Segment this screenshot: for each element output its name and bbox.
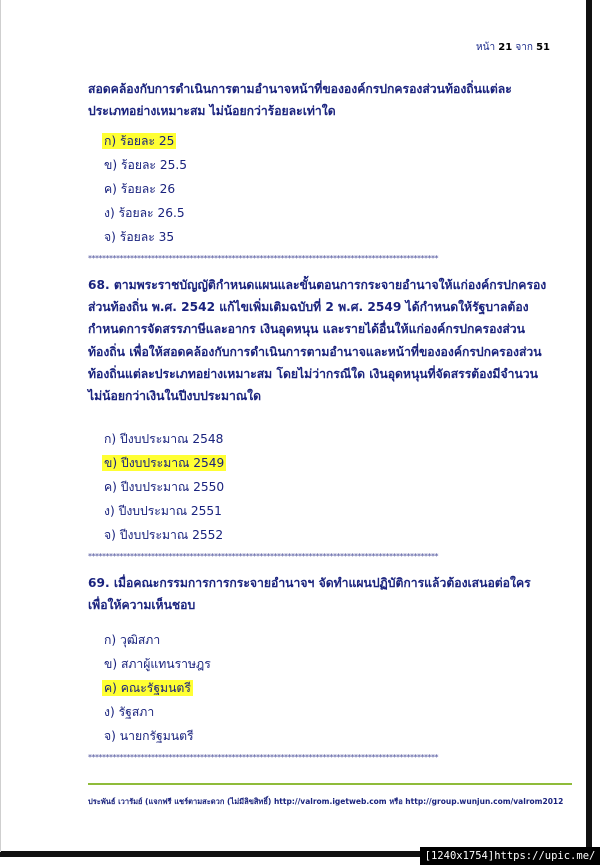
- separator: ****************************************************************************************************: [88, 753, 438, 762]
- option-label: ข) สภาผู้แทนราษฎร: [104, 657, 211, 671]
- option-label: ค) คณะรัฐมนตรี: [104, 681, 191, 695]
- question-line: สอดคล้องกับการดำเนินการตามอำนาจหน้าที่ขององค์กรปกครองส่วนท้องถิ่นแต่ละ: [88, 82, 512, 96]
- q68-option-a: [104, 431, 223, 448]
- option-label: ค) ปีงบประมาณ 2550: [104, 480, 225, 494]
- q69-option-e: [104, 728, 194, 745]
- page-number-total: 51: [536, 42, 550, 53]
- footer-rule: [88, 783, 572, 785]
- option-label: ข) ร้อยละ 25.5: [104, 158, 187, 172]
- option-label: ค) ร้อยละ 26: [104, 182, 176, 196]
- option-label: ก) ร้อยละ 25: [104, 134, 175, 148]
- page-number-middle: จาก: [515, 42, 533, 53]
- option-label: ก) วุฒิสภา: [104, 633, 161, 647]
- option-label: จ) ร้อยละ 35: [104, 230, 175, 244]
- separator: ****************************************************************************************************: [88, 552, 438, 561]
- option-label: จ) ปีงบประมาณ 2552: [104, 528, 224, 542]
- page-number-current: 21: [498, 42, 513, 53]
- option-label: ง) รัฐสภา: [104, 705, 155, 719]
- option-label: ก) ปีงบประมาณ 2548: [104, 432, 224, 446]
- question-69-text: [88, 572, 568, 616]
- q67-option-a: [104, 133, 176, 150]
- question-line: 68. ตามพระราชบัญญัติกำหนดแผนและขั้นตอนการกระจายอำนาจให้แก่องค์กรปกครอง: [88, 278, 547, 292]
- q67-option-c: [104, 181, 175, 198]
- q69-option-a: [104, 632, 160, 649]
- question-68-text: [88, 274, 568, 407]
- option-label: ง) ร้อยละ 26.5: [104, 206, 185, 220]
- question-line: ท้องถิ่นแต่ละประเภทอย่างเหมาะสม โดยไม่ว่ากรณีใด เงินอุดหนุนที่จัดสรรต้องมีจำนวน: [88, 366, 538, 381]
- q68-option-c: [104, 479, 224, 496]
- footer-text: ประพันธ์ เวารัมย์ (แจกฟรี แชร์ตามสะดวก (ไม่มีลิขสิทธิ์) http://valrom.igetweb.com หรือ http://group.wunjun.com/valrom2012: [88, 797, 564, 806]
- option-label: ข) ปีงบประมาณ 2549: [104, 456, 225, 470]
- q68-option-e: [104, 527, 223, 544]
- upic-stamp: [1240x1754]https://upic.me/: [420, 847, 600, 865]
- q69-option-d: [104, 704, 154, 721]
- q67-option-e: [104, 229, 174, 246]
- q67-option-b: [104, 157, 187, 174]
- separator: ****************************************************************************************************: [88, 254, 438, 263]
- question-line: ประเภทอย่างเหมาะสม ไม่น้อยกว่าร้อยละเท่าใด: [88, 104, 336, 119]
- q69-option-b: [104, 656, 211, 673]
- question-line: เพื่อให้ความเห็นชอบ: [88, 598, 196, 613]
- q68-option-d: [104, 503, 222, 520]
- question-line: ส่วนท้องถิ่น พ.ศ. 2542 แก้ไขเพิ่มเติมฉบับที่ 2 พ.ศ. 2549 ได้กำหนดให้รัฐบาลต้อง: [88, 300, 529, 315]
- question-line: กำหนดการจัดสรรภาษีและอากร เงินอุดหนุน และรายได้อื่นให้แก่องค์กรปกครองส่วน: [88, 322, 525, 337]
- q67-option-d: [104, 205, 185, 222]
- page-number-prefix: หน้า: [476, 42, 496, 53]
- option-label: จ) นายกรัฐมนตรี: [104, 729, 194, 743]
- q69-option-c: [104, 680, 193, 697]
- page-number: [476, 40, 550, 55]
- question-line: 69. เมื่อคณะกรรมการการกระจายอำนาจฯ จัดทำแผนปฏิบัติการแล้วต้องเสนอต่อใคร: [88, 576, 531, 590]
- option-label: ง) ปีงบประมาณ 2551: [104, 504, 222, 518]
- page-edge: [0, 0, 1, 852]
- q68-option-b: [104, 455, 226, 472]
- question-line: ท้องถิ่น เพื่อให้สอดคล้องกับการดำเนินการตามอำนาจและหน้าที่ขององค์กรปกครองส่วน: [88, 344, 542, 359]
- question-line: ไม่น้อยกว่าเงินในปีงบประมาณใด: [88, 389, 262, 404]
- question-67-text: [88, 78, 568, 122]
